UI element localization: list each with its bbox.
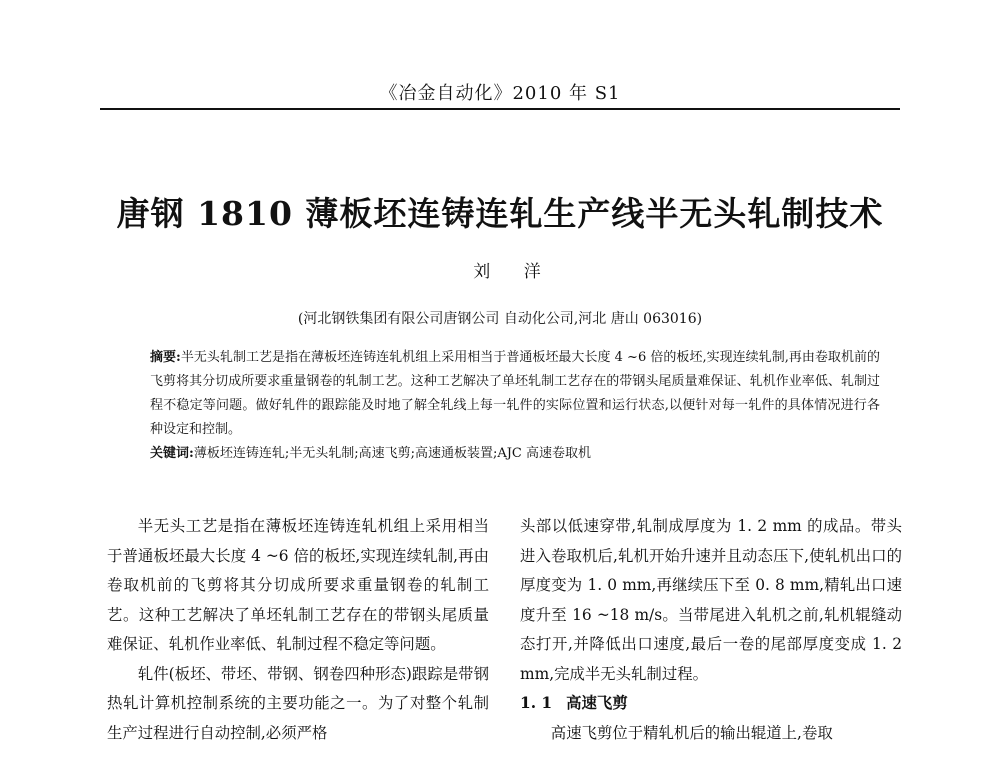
body-column-right <box>520 512 902 748</box>
body-paragraph: 头部以低速穿带,轧制成厚度为 1. 2 mm 的成品。带头进入卷取机后,轧机开始升速并且动态压下,使轧机出口的厚度变为 1. 0 mm,再继续压下至 0. 8 mm,精轧出口速度升至 16 ~18 m/s。当带尾进入轧机之前,轧机辊缝动态打开,并降低出口速度,最后一卷的尾部厚度变成 1. 2 mm,完成半无头轧制过程。 <box>520 517 902 683</box>
section-heading <box>520 689 902 719</box>
header-rule <box>100 108 900 110</box>
author-name: 刘 洋 <box>473 262 555 282</box>
keywords-text: 薄板坯连铸连轧;半无头轧制;高速飞剪;高速通板装置;AJC 高速卷取机 <box>193 446 592 461</box>
section-number: 1. 1 <box>520 694 553 712</box>
abstract-label: 摘要: <box>150 350 181 365</box>
keywords <box>150 442 880 466</box>
body-paragraph: 半无头工艺是指在薄板坯连铸连轧机组上采用相当于普通板坯最大长度 4 ~6 倍的板坯,实现连续轧制,再由卷取机前的飞剪将其分切成所要求重量钢卷的轧制工艺。这种工艺解决了单坯轧制工艺存在的带钢头尾质量难保证、轧机作业率低、轧制过程不稳定等问题。 <box>107 517 489 653</box>
body-paragraph: 轧件(板坯、带坯、带钢、钢卷四种形态)跟踪是带钢热轧计算机控制系统的主要功能之一。为了对整个轧制生产过程进行自动控制,必须严格 <box>107 664 489 742</box>
body-paragraph: 高速飞剪位于精轧机后的输出辊道上,卷取 <box>550 723 833 742</box>
section-title: 高速飞剪 <box>566 694 628 712</box>
author-affiliation: (河北钢铁集团有限公司唐钢公司 自动化公司,河北 唐山 063016) <box>297 311 703 327</box>
body-column-left <box>107 512 489 748</box>
abstract <box>150 346 880 442</box>
article-title: 唐钢 1810 薄板坯连铸连轧生产线半无头轧制技术 <box>116 194 884 233</box>
abstract-text: 半无头轧制工艺是指在薄板坯连铸连轧机组上采用相当于普通板坯最大长度 4 ~6 倍的板坯,实现连续轧制,再由卷取机前的飞剪将其分切成所要求重量钢卷的轧制工艺。这种工艺解决了单坯轧制工艺存在的带钢头尾质量难保证、轧机作业率低、轧制过程不稳定等问题。做好轧件的跟踪能及时地了解全轧线上每一轧件的实际位置和运行状态,以便针对每一轧件的具体情况进行各种设定和控制。 <box>150 350 880 437</box>
journal-header: 《冶金自动化》2010 年 S1 <box>379 83 621 104</box>
keywords-label: 关键词: <box>150 446 194 461</box>
